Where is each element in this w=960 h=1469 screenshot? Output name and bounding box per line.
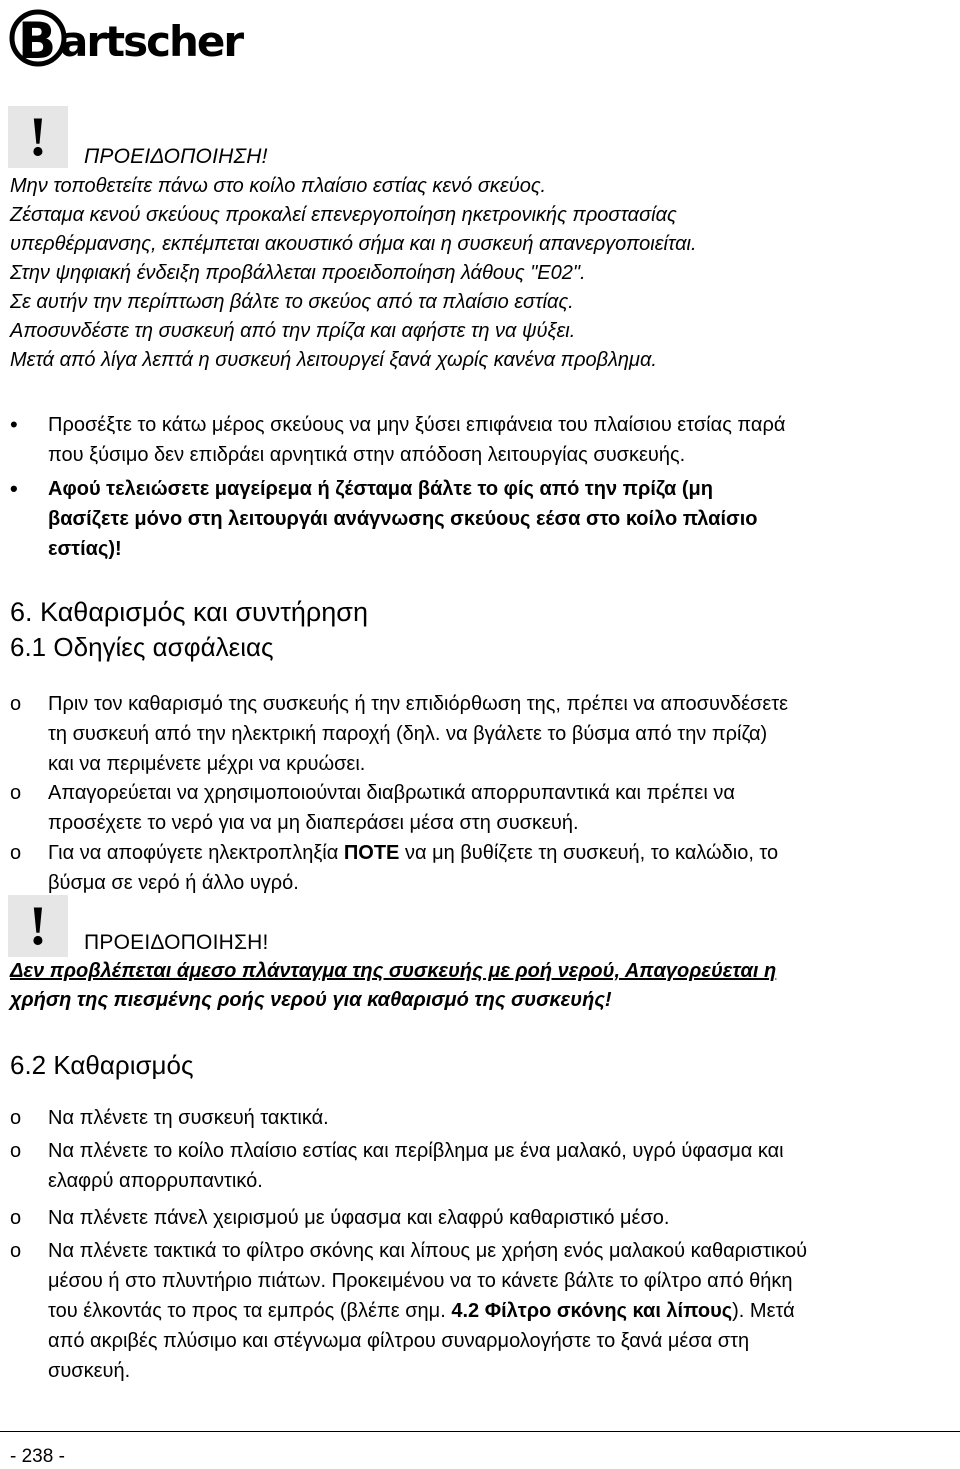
subsection-heading: 6.2 Καθαρισμός — [10, 1050, 194, 1080]
list-marker: o — [10, 1140, 22, 1162]
list-item — [10, 1203, 942, 1233]
warning-text — [10, 172, 940, 375]
list-line: συσκευή. — [48, 1360, 131, 1382]
warning-title: ΠΡΟΕΙΔΟΠΟΙΗΣΗ! — [84, 931, 269, 954]
warning-box — [8, 895, 68, 957]
bullet-line: βασίζετε μόνο στη λειτουργάι ανάγνωσης σκεύους εέσα στο κοίλο πλαίσιο — [48, 508, 758, 530]
list-line: Να πλένετε τακτικά το φίλτρο σκόνης και λίπους με χρήση ενός μαλακού καθαριστικού — [48, 1240, 808, 1262]
list-line: μέσου ή στο πλυντήριο πιάτων. Προκειμένου να το κάνετε βάλτε το φίλτρο από θήκη — [48, 1270, 793, 1292]
list-line: προσέχετε το νερό για να μη διαπεράσει μέσα στη συσκευή. — [48, 812, 579, 834]
bullet-icon — [10, 474, 40, 505]
list-line: Να πλένετε το κοίλο πλαίσιο εστίας και περίβλημα με ένα μαλακό, υγρό ύφασμα και — [48, 1140, 784, 1162]
bullet-item — [10, 410, 938, 470]
warning-line: Αποσυνδέστε τη συσκευή από την πρίζα και αφήστε τη να ψύξει. — [10, 320, 576, 342]
list-marker: o — [10, 1207, 22, 1229]
exclamation-icon: ! — [28, 106, 48, 168]
list-marker: o — [10, 1240, 22, 1262]
svg-text:B: B — [18, 12, 57, 70]
bullet-icon — [10, 410, 40, 441]
exclamation-icon: ! — [28, 895, 48, 957]
warning-title: ΠΡΟΕΙΔΟΠΟΙΗΣΗ! — [84, 145, 268, 168]
bullet-line: που ξύσιμο δεν επιδράει αρνητικά στην απόδοση λειτουργίας συσκευής. — [48, 444, 686, 466]
bullet-item — [10, 474, 938, 564]
warning-line: Ζέσταμα κενού σκεύους προκαλεί επενεργοποίηση ηκετρονικής προστασίας — [10, 204, 677, 226]
list-line: Για να αποφύγετε ηλεκτροπληξία ΠΟΤΕ να μη βυθίζετε τη συσκευή, το καλώδιο, το — [48, 842, 779, 864]
list-line: του έλκοντάς το προς τα εμπρός (βλέπε σημ. 4.2 Φίλτρο σκόνης και λίπους). Μετά — [48, 1300, 795, 1322]
section-heading: 6. Καθαρισμός και συντήρηση — [10, 597, 368, 627]
list-line: Απαγορεύεται να χρησιμοποιούνται διαβρωτικά απορρυπαντικά και πρέπει να — [48, 782, 735, 804]
page-number: - 238 - — [10, 1446, 65, 1467]
list-marker: o — [10, 782, 22, 804]
warning-box — [8, 106, 68, 168]
footer-divider — [0, 1431, 960, 1432]
bullet-line: Προσέξτε το κάτω μέρος σκεύους να μην ξύσει επιφάνεια του πλαίσιου ετσίας παρά — [48, 414, 786, 436]
list-marker: o — [10, 1107, 22, 1129]
list-item — [10, 1236, 942, 1386]
warning-line: Στην ψηφιακή ένδειξη προβάλλεται προειδοποίηση λάθους "E02". — [10, 262, 586, 284]
list-line: από ακριβές πλύσιμο και στέγνωμα φίλτρου συναρμολογήστε το ξανά μέσα στη — [48, 1330, 750, 1352]
list-item — [10, 1136, 942, 1196]
bullet-line: Αφού τελειώσετε μαγείρεμα ή ζέσταμα βάλτε το φίς από την πρίζα (μη — [48, 478, 713, 500]
warning-line: Δεν προβλέπεται άμεσο πλάνταγμα της συσκευής με ροή νερού, Απαγορεύεται η — [10, 960, 777, 982]
list-line: Πριν τον καθαρισμό της συσκευής ή την επιδιόρθωση της, πρέπει να αποσυνδέσετε — [48, 693, 789, 715]
list-line: ελαφρύ απορρυπαντικό. — [48, 1170, 263, 1192]
list-item — [10, 838, 942, 898]
bartscher-logo — [10, 4, 243, 72]
list-marker: o — [10, 693, 22, 715]
list-marker: o — [10, 842, 22, 864]
warning-text — [10, 957, 940, 1015]
warning-line: υπερθέρμανσης, εκπέμπεται ακουστικό σήμα και η συσκευή απανεργοποιείται. — [10, 233, 697, 255]
list-item — [10, 1103, 942, 1133]
warning-line: Μην τοποθετείτε πάνω στο κοίλο πλαίσιο εστίας κενό σκεύος. — [10, 175, 547, 197]
bullet-line: εστίας)! — [48, 538, 122, 560]
warning-line: Μετά από λίγα λεπτά η συσκευή λειτουργεί ξανά χωρίς κανένα προβλημα. — [10, 349, 657, 371]
warning-line: Σε αυτήν την περίπτωση βάλτε το σκεύος από τα πλαίσιο εστίας. — [10, 291, 574, 313]
list-line: Να πλένετε πάνελ χειρισμού με ύφασμα και ελαφρύ καθαριστικό μέσο. — [48, 1207, 670, 1229]
list-item — [10, 689, 942, 779]
list-item — [10, 778, 942, 838]
subsection-heading: 6.1 Οδηγίες ασφάλειας — [10, 632, 274, 662]
list-line: και να περιμένετε μέχρι να κρυώσει. — [48, 753, 366, 775]
svg-text:artscher: artscher — [60, 17, 243, 66]
list-line: Να πλένετε τη συσκευή τακτικά. — [48, 1107, 329, 1129]
list-line: βύσμα σε νερό ή άλλο υγρό. — [48, 872, 299, 894]
list-line: τη συσκευή από την ηλεκτρική παροχή (δηλ. να βγάλετε το βύσμα από την πρίζα) — [48, 723, 768, 745]
warning-line: χρήση της πιεσμένης ροής νερού για καθαρισμό της συσκευής! — [10, 989, 612, 1011]
